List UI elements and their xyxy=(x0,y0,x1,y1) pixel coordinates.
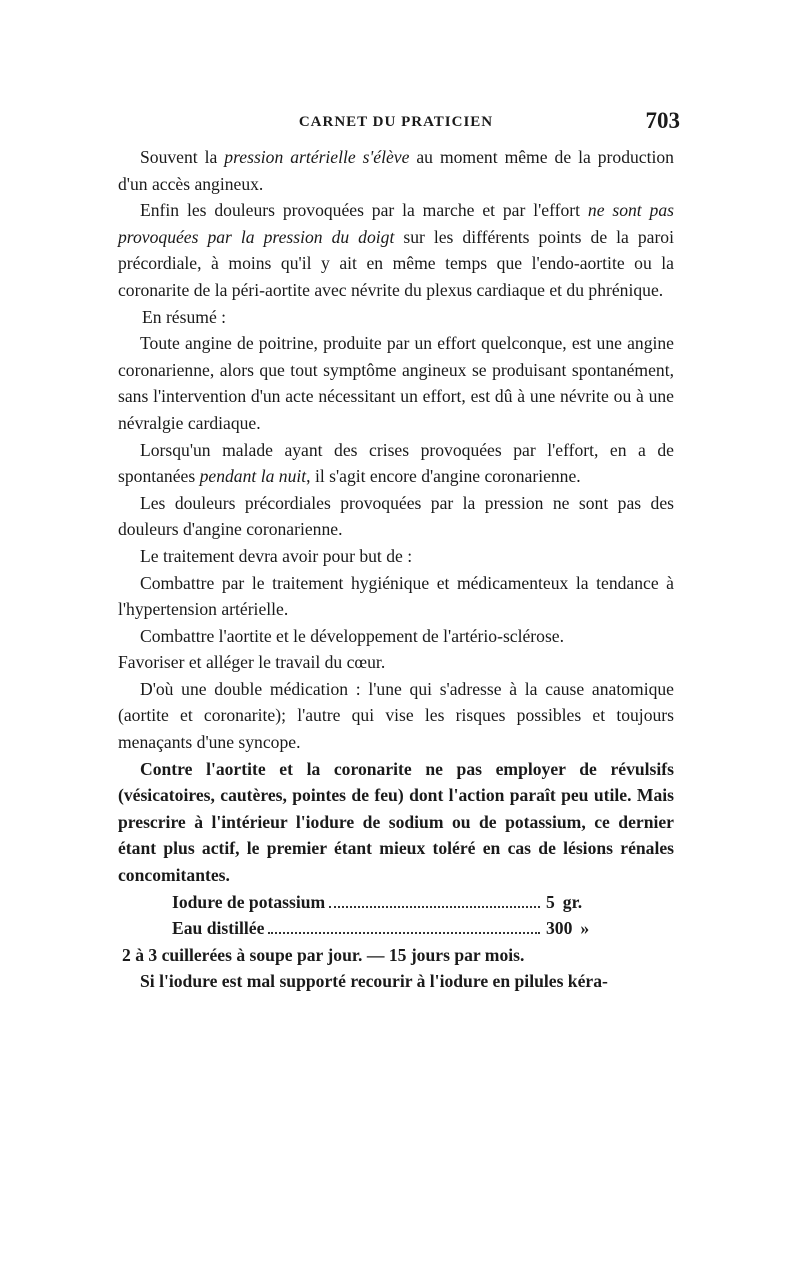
paragraph-treatment-goal: Le traitement devra avoir pour but de : xyxy=(140,545,413,566)
leader-dots xyxy=(329,906,540,908)
paragraph-summary-heading: En résumé : xyxy=(142,306,227,327)
body-text xyxy=(118,144,674,995)
paragraph-double-medication: D'où une double médication : l'une qui s'adresse à la cause anatomique (aortite et coronarite); l'autre qui vise les risques possibles et toujours menaçants d'une syncope. xyxy=(118,678,674,753)
prescription-row xyxy=(172,889,612,916)
dosage-line: 2 à 3 cuillerées à soupe par jour. — 15 jours par mois. xyxy=(122,944,525,965)
ingredient-name: Iodure de potassium xyxy=(172,891,326,912)
prescription-row xyxy=(172,915,612,942)
ingredient-name: Eau distillée xyxy=(172,918,265,939)
paragraph-iodide: Contre l'aortite et la coronarite ne pas employer de révulsifs (vésicatoires, cautères, pointes de feu) dont l'action paraît peu utile. Mais prescrire à l'intérieur l'iodure de sodium ou de potassium, ce dernier étant plus actif, le premier étant mieux toléré en cas de lésions rénales concomitantes. xyxy=(118,758,674,886)
leader-dots xyxy=(268,932,540,934)
emphasis: pression artérielle s'élève xyxy=(224,147,410,167)
paragraph-aortitis: Combattre l'aortite et le développement de l'artério-sclérose. xyxy=(140,625,565,646)
prescription-list xyxy=(172,889,612,942)
ingredient-quantity: 5 gr. xyxy=(546,891,583,912)
emphasis: pendant la nuit xyxy=(199,466,307,487)
paragraph-precordial-pain: Les douleurs précordiales provoquées par la pression ne sont pas des douleurs d'angine coronarienne. xyxy=(118,492,674,540)
paragraph-hypertension: Combattre par le traitement hygiénique et médicamenteux la tendance à l'hypertension artérielle. xyxy=(118,572,674,620)
running-header xyxy=(118,104,680,144)
page-number: 703 xyxy=(645,108,680,133)
emphasis: ne sont pas provoquées par la pression du doigt xyxy=(118,200,674,247)
paragraph-heart-work: Favoriser et alléger le travail du cœur. xyxy=(118,652,386,673)
paragraph-night-crises: Lorsqu'un malade ayant des crises provoquées par l'effort, en a de spontanées pendant la nuit, il s'agit encore d'angine coronarienne. xyxy=(118,439,674,487)
paragraph-pills: Si l'iodure est mal supporté recourir à l'iodure en pilules kéra- xyxy=(140,971,608,992)
book-page xyxy=(118,104,680,995)
paragraph-pain-pressure: Enfin les douleurs provoquées par la marche et par l'effort ne sont pas provoquées par la pression du doigt sur les différents points de la paroi précordiale, à moins qu'il y ait en même temps que l'endo-aortite ou la coronarite de la péri-aortite avec névrite du plexus cardiaque et du phrénique. xyxy=(118,200,674,300)
paragraph-arterial-pressure: Souvent la pression artérielle s'élève au moment même de la production d'un accès angineux. xyxy=(118,147,674,194)
running-title: CARNET DU PRATICIEN xyxy=(298,114,494,130)
ingredient-quantity: 300 » xyxy=(546,918,590,939)
paragraph-angina-definition: Toute angine de poitrine, produite par un effort quelconque, est une angine coronarienne, alors que tout symptôme angineux se produisant spontanément, sans l'intervention d'un acte nécessitant un effort, est dû à une névrite ou à une névralgie cardiaque. xyxy=(118,333,674,433)
